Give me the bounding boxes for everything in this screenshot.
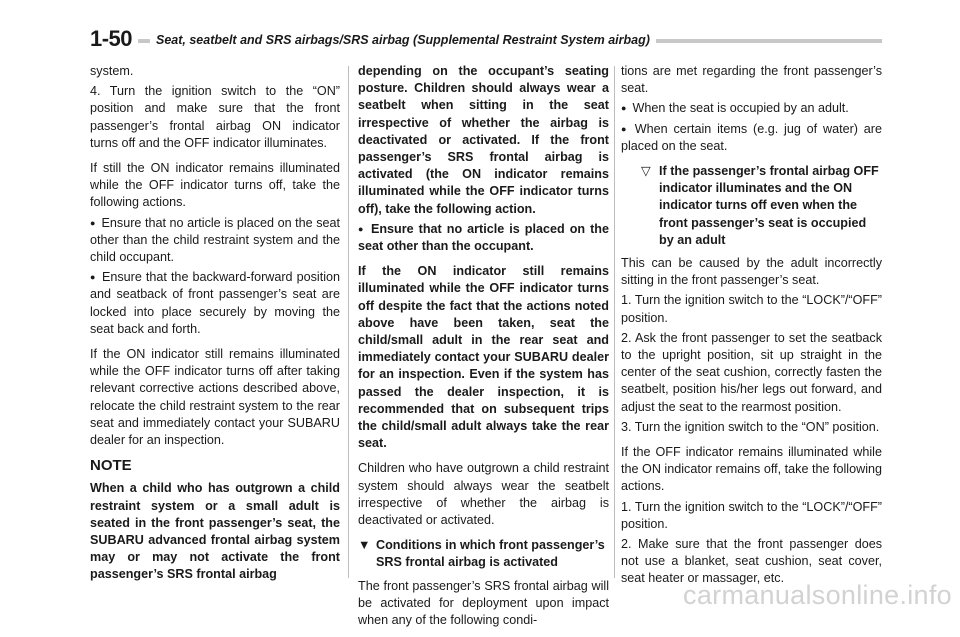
bullet-icon: ● [621,103,627,114]
bullet-item: ● When certain items (e.g. jug of water) are placed on the seat. [621,121,883,153]
page-number: 1-50 [90,26,138,52]
bullet-item: ● When the seat is occupied by an adult. [621,101,849,116]
subsection-heading: ▼ Conditions in which front passenger’s SRS frontal airbag is activated [358,537,609,571]
bullet-item: ● Ensure that the backward-forward position and seatback of front passenger’s seat are locked into place securely by moving the seat back and forth. [90,270,340,336]
paragraph-bold: If the ON indicator still remains illuminated while the OFF indicator turns off despite the fact that the actions noted above have been taken, seat the child/small adult in the rear seat and immediately contact your SUBARU dealer for an inspection. Even if the system has passed the dealer inspection, it is recommended that on subsequent trips the child/small adult always take the rear seat. [358,264,609,451]
subsection-heading: ▽ If the passenger’s frontal airbag OFF indicator illuminates and the ON indicator turns off even when the front passenger’s seat is occupied by an adult [621,163,882,249]
outline-triangle-icon: ▽ [641,164,651,179]
step-1: 1. Turn the ignition switch to the “LOCK”/“OFF” position. [621,293,882,325]
step-2: 2. Make sure that the front passenger does not use a blanket, seat cushion, seat cover, seat heater or massager, etc. [621,537,882,586]
paragraph: tions are met regarding the front passenger’s seat. [621,64,882,96]
column-divider-1 [348,66,349,578]
filled-triangle-icon: ▼ [358,538,371,553]
paragraph: This can be caused by the adult incorrectly sitting in the front passenger’s seat. [621,256,882,288]
note-title: NOTE [90,457,132,475]
column-3 [621,63,882,596]
paragraph: Children who have outgrown a child restraint system should always wear the seatbelt irrespective of whether the airbag is deactivated or activated. [358,461,609,528]
watermark: carmanualsonline.info [683,580,952,610]
bullet-item: ● Ensure that no article is placed on the seat other than the occupant. [358,221,609,254]
paragraph: The front passenger’s SRS frontal airbag will be activated for deployment upon impact when any of the following condi- [358,578,609,628]
paragraph: If still the ON indicator remains illuminated while the OFF indicator turns off, take the following actions. [90,161,340,210]
bullet-icon: ● [90,272,96,283]
bullet-item: ● Ensure that no article is placed on the seat other than the child restraint system and the child occupant. [90,215,340,265]
bullet-icon: ● [90,217,96,228]
note-text: When a child who has outgrown a child restraint system or a small adult is seated in the front passenger’s seat, the SUBARU advanced frontal airbag system may or may not activate the front passenger’s SRS frontal airbag [90,481,340,582]
step-1: 1. Turn the ignition switch to the “LOCK”/“OFF” position. [621,499,882,531]
step-3: 3. Turn the ignition switch to the “ON” position. [621,419,880,434]
paragraph: If the ON indicator still remains illuminated while the OFF indicator turns off after taking relevant corrective actions described above, relocate the child restraint system to the rear seat and immediately contact your SUBARU dealer for an inspection. [90,347,340,448]
bullet-icon: ● [358,223,365,234]
paragraph: system. [90,64,134,78]
column-divider-2 [614,66,615,578]
column-2 [358,63,609,637]
column-1 [90,63,340,592]
page-header [90,26,882,50]
step-4: 4. Turn the ignition switch to the “ON” position and make sure that the front passenger’s frontal airbag ON indicator turns off and the OFF indicator illuminates. [90,84,340,150]
section-title: Seat, seatbelt and SRS airbags/SRS airbag (Supplemental Restraint System airbag) [150,33,656,47]
step-2: 2. Ask the front passenger to set the seatback to the upright position, sit up straight in the center of the seat cushion, correctly fasten the seatbelt, position his/her legs out forward, and adjust the seat to the rearmost position. [621,330,882,414]
note-text-continued: depending on the occupant’s seating posture. Children should always wear a seatbelt when sitting in the seat irrespective of whether the airbag is deactivated or activated. If the front passenger’s SRS frontal airbag is activated (the ON indicator remains illuminated while the OFF indicator turns off), take the following action. [358,64,609,216]
paragraph: If the OFF indicator remains illuminated while the ON indicator remains off, take the following actions. [621,445,882,494]
bullet-icon: ● [621,123,629,134]
